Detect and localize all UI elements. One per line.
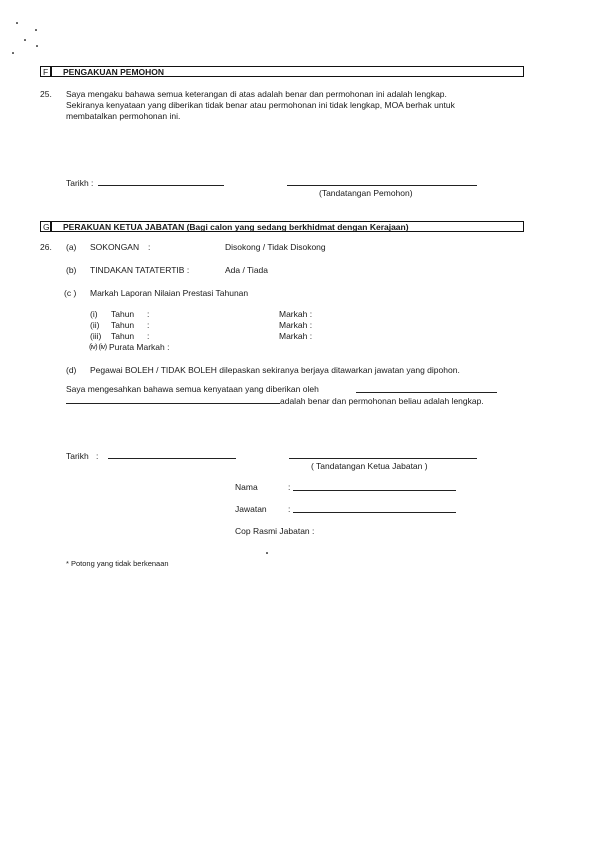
scan-speck [12,52,14,54]
sokongan-colon: : [148,242,151,252]
tatatertib-label: TINDAKAN TATATERTIB : [90,265,190,275]
scan-speck [24,39,26,41]
officer-name-field-cont[interactable] [66,403,280,404]
year-row-2-colon: : [147,320,150,330]
year-row-1-label: Tahun [111,309,135,319]
hod-date-field[interactable] [108,458,236,459]
nama-field[interactable] [293,490,456,491]
item-26-number: 26. [40,242,52,252]
section-f-letter: F [43,67,49,77]
hod-signature-label: ( Tandatangan Ketua Jabatan ) [311,461,428,471]
declaration-line-2: Sekiranya kenyataan yang diberikan tidak benar atau permohonan ini tidak lengkap, MOA berhak untuk [66,100,455,110]
year-row-1-markah: Markah : [279,309,313,319]
year-row-3-colon: : [147,331,150,341]
applicant-signature-field[interactable] [287,185,477,186]
item-d-marker: (d) [66,365,77,375]
declaration-line-3: membatalkan permohonan ini. [66,111,181,121]
applicant-date-field[interactable] [98,185,224,186]
applicant-date-label: Tarikh : [66,178,94,188]
scan-speck [35,29,37,31]
jawatan-colon: : [288,504,291,514]
item-b-marker: (b) [66,265,77,275]
scan-speck [36,45,38,47]
nama-label: Nama [235,482,258,492]
section-g-title: PERAKUAN KETUA JABATAN (Bagi calon yang sedang berkhidmat dengan Kerajaan) [63,221,409,232]
officer-name-field[interactable] [356,392,497,393]
section-f-header [40,66,524,77]
year-row-2-label: Tahun [111,320,135,330]
year-row-1-colon: : [147,309,150,319]
year-row-3-label: Tahun [111,331,135,341]
scan-speck [266,552,268,554]
jawatan-label: Jawatan [235,504,267,514]
average-number: (iv) (iv) [89,342,107,351]
section-g-header [40,221,524,232]
nama-colon: : [288,482,291,492]
cop-rasmi-label: Cop Rasmi Jabatan : [235,526,315,536]
item-c-marker: (c ) [64,288,77,298]
confirmation-line-2: adalah benar dan permohonan beliau adalah lengkap. [280,396,484,406]
scan-speck [16,22,18,24]
applicant-signature-label: (Tandatangan Pemohon) [319,188,413,198]
year-row-1-number: (i) [90,309,98,319]
confirmation-line-1: Saya mengesahkan bahawa semua kenyataan yang diberikan oleh [66,384,319,394]
year-row-2-markah: Markah : [279,320,313,330]
year-row-3-number: (iii) [90,331,102,341]
footnote: * Potong yang tidak berkenaan [66,559,169,568]
declaration-line-1: Saya mengaku bahawa semua keterangan di atas adalah benar dan permohonan ini adalah lengkap. [66,89,447,99]
header-divider [50,66,52,76]
sokongan-label: SOKONGAN [90,242,140,252]
item-25-number: 25. [40,89,52,99]
section-f-title: PENGAKUAN PEMOHON [63,66,165,77]
hod-date-colon: : [96,451,99,461]
average-label: Purata Markah : [109,342,170,352]
year-row-2-number: (ii) [90,320,100,330]
item-a-marker: (a) [66,242,77,252]
tatatertib-options[interactable]: Ada / Tiada [225,265,269,275]
section-g-letter: G [43,222,50,232]
release-statement: Pegawai BOLEH / TIDAK BOLEH dilepaskan sekiranya berjaya ditawarkan jawatan yang dipohon. [90,365,460,375]
hod-signature-field[interactable] [289,458,477,459]
year-row-3-markah: Markah : [279,331,313,341]
jawatan-field[interactable] [293,512,456,513]
sokongan-options[interactable]: Disokong / Tidak Disokong [225,242,326,252]
header-divider [50,221,52,231]
prestasi-label: Markah Laporan Nilaian Prestasi Tahunan [90,288,249,298]
hod-date-label: Tarikh [66,451,89,461]
